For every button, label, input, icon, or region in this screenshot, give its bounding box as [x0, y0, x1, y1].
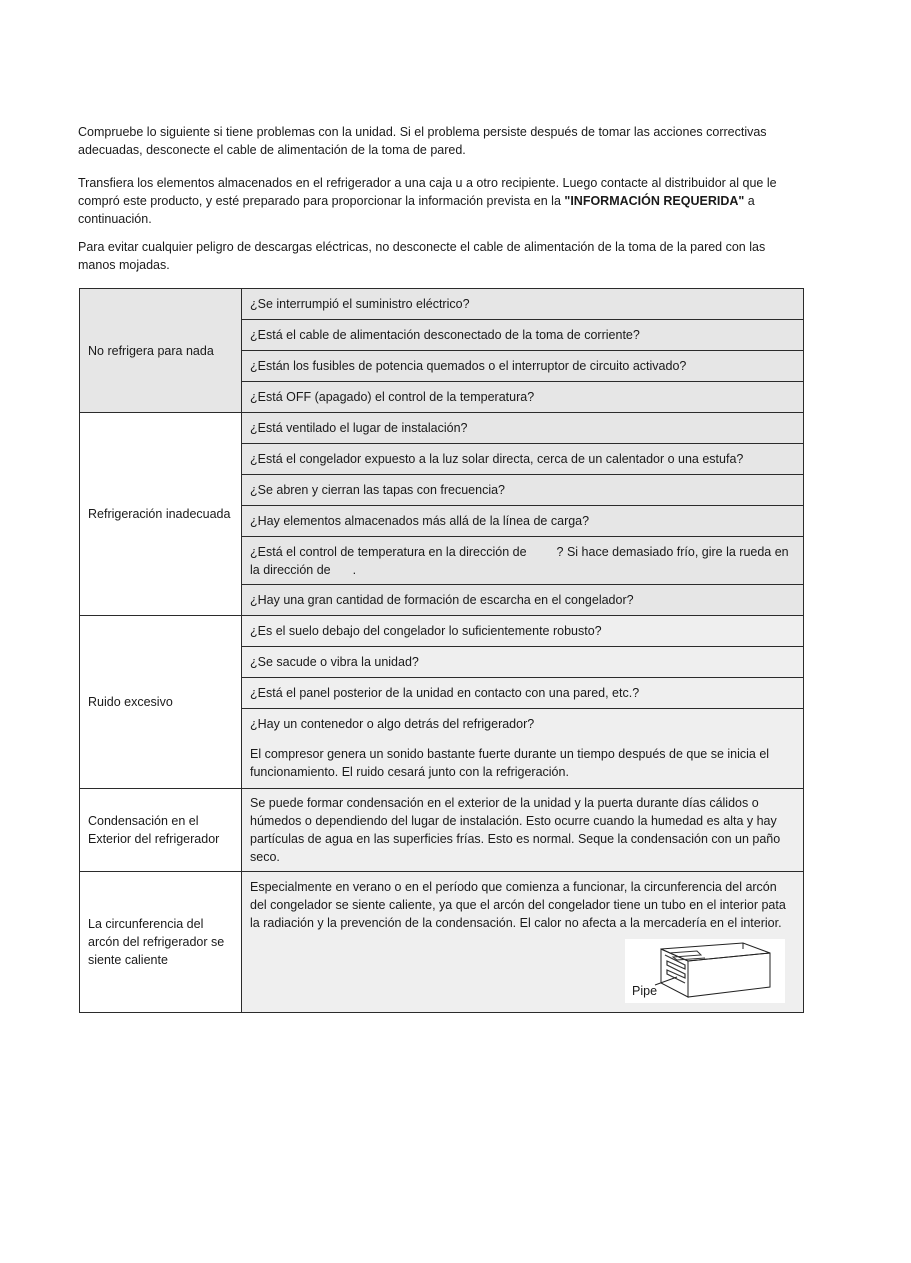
check-item-noise [242, 709, 804, 789]
problem-label: No refrigera para nada [80, 289, 242, 413]
intro-paragraph-2 [78, 174, 803, 228]
table-row [80, 413, 804, 444]
problem-label: La circunferencia del arcón del refrigerador se siente caliente [80, 872, 242, 1013]
compressor-note: El compresor genera un sonido bastante fuerte durante un tiempo después de que se inicia el funcionamiento. El ruido cesará junto con la refrigeración. [250, 747, 770, 779]
warm-chest-text: Especialmente en verano o en el período que comienza a funcionar, la circunferencia del arcón del congelador se siente caliente, ya que el arcón del congelador tiene un tubo en el interior pata la radiación y la prevención de la condensación. El calor no afecta a la mercadería en el interior. [250, 880, 786, 930]
problem-label: Ruido excesivo [80, 616, 242, 789]
problem-label: Condensación en el Exterior del refrigerador [80, 789, 242, 872]
intro-p2-text: Transfiera los elementos almacenados en el refrigerador a una caja u a otro recipiente. Luego contacte al distribuidor al que le compró este producto, y esté preparado para proporcionar la información prevista en la [78, 176, 777, 208]
check-item: ¿Hay una gran cantidad de formación de escarcha en el congelador? [242, 585, 804, 616]
check-item-temperature [242, 537, 804, 585]
check-item: ¿Está OFF (apagado) el control de la temperatura? [242, 382, 804, 413]
check-item: ¿Se abren y cierran las tapas con frecuencia? [242, 475, 804, 506]
check-item: ¿Se interrumpió el suministro eléctrico? [242, 289, 804, 320]
check-item: ¿Hay elementos almacenados más allá de la línea de carga? [242, 506, 804, 537]
check-item: ¿Está ventilado el lugar de instalación? [242, 413, 804, 444]
temp-text-a: ¿Está el control de temperatura en la dirección de [250, 544, 527, 559]
intro-p2-end: a continuación. [78, 194, 755, 226]
check-item: ¿Están los fusibles de potencia quemados o el interruptor de circuito activado? [242, 351, 804, 382]
check-item: ¿Está el cable de alimentación desconectado de la toma de corriente? [242, 320, 804, 351]
intro-paragraph-3: Para evitar cualquier peligro de descargas eléctricas, no desconecte el cable de alimentación de la toma de la pared con las manos mojadas. [78, 240, 766, 272]
pipe-label: Pipe [632, 984, 658, 998]
table-row [80, 616, 804, 647]
troubleshooting-table [79, 288, 804, 1013]
table-row [80, 789, 804, 872]
check-item: ¿Es el suelo debajo del congelador lo suficientemente robusto? [242, 616, 804, 647]
check-item: ¿Se sacude o vibra la unidad? [242, 647, 804, 678]
check-item: ¿Está el panel posterior de la unidad en contacto con una pared, etc.? [242, 678, 804, 709]
check-item: ¿Está el congelador expuesto a la luz solar directa, cerca de un calentador o una estufa? [242, 444, 804, 475]
temp-text-b: ? Si hace demasiado frío, gire la rueda en la dirección de [250, 544, 789, 577]
table-row [80, 289, 804, 320]
problem-label: Refrigeración inadecuada [80, 413, 242, 616]
container-question: ¿Hay un contenedor o algo detrás del refrigerador? [250, 717, 535, 731]
temp-text-c: . [352, 562, 357, 577]
intro-p2-bold: "INFORMACIÓN REQUERIDA" [564, 194, 745, 208]
intro-paragraph-1: Compruebe lo siguiente si tiene problemas con la unidad. Si el problema persiste después de tomar las acciones correctivas adecuadas, desconecte el cable de alimentación de la toma de pared. [78, 125, 767, 157]
condensation-note: Se puede formar condensación en el exterior de la unidad y la puerta durante días cálidos o húmedos o dependiendo del lugar de instalación. Esto ocurre cuando la humedad es alta y hay partículas de agua en las superficies frías. Esto es normal. Seque la condensación con un paño seco. [242, 789, 804, 872]
